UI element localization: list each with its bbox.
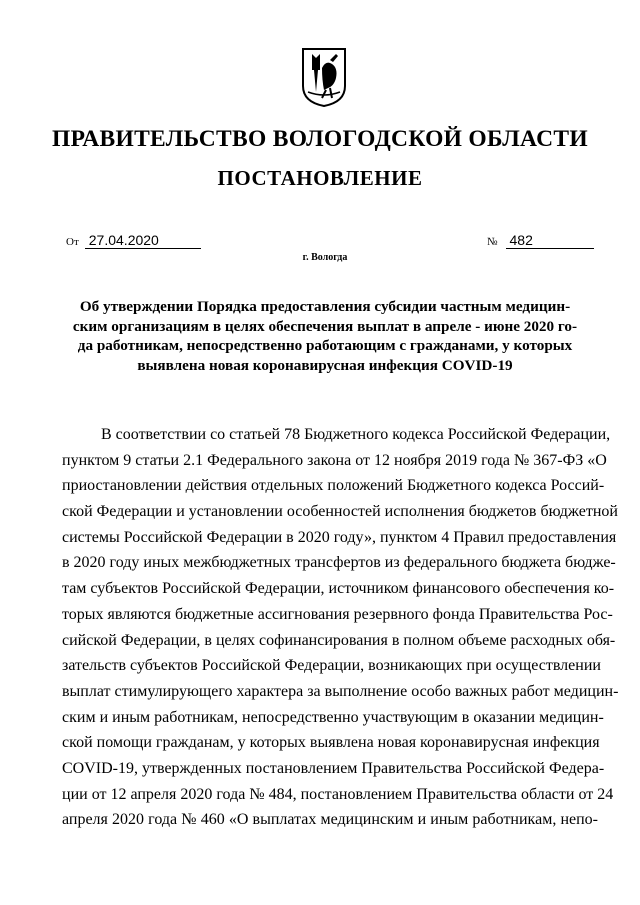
date-label: От bbox=[66, 236, 79, 248]
document-body bbox=[62, 422, 619, 833]
title-line: Об утверждении Порядка предоставления субсидии частным медицин- bbox=[79, 298, 571, 315]
body-line: в 2020 году иных межбюджетных трансфертов из федерального бюджета бюдже- bbox=[62, 554, 616, 572]
organization-title: ПРАВИТЕЛЬСТВО ВОЛОГОДСКОЙ ОБЛАСТИ bbox=[52, 126, 588, 152]
body-line: выплат стимулирующего характера за выполнение особо важных работ медицин- bbox=[62, 682, 619, 700]
body-line: приостановлении действия отдельных положений Бюджетного кодекса Россий- bbox=[62, 477, 605, 495]
body-line: ским и иным работникам, непосредственно участвующим в оказании медицин- bbox=[62, 708, 604, 726]
number-field bbox=[487, 232, 594, 250]
title-line: да работникам, непосредственно работающим с гражданами, у которых bbox=[77, 337, 573, 354]
body-line: там субъектов Российской Федерации, источником финансового обеспечения ко- bbox=[62, 580, 615, 598]
document-type: ПОСТАНОВЛЕНИЕ bbox=[217, 166, 423, 190]
body-line: В соответствии со статьей 78 Бюджетного кодекса Российской Федерации, bbox=[101, 426, 611, 443]
body-line: апреля 2020 года № 460 «О выплатах медицинским и иным работникам, непо- bbox=[62, 811, 598, 829]
body-line: ской помощи гражданам, у которых выявлена новая коронавирусная инфекция bbox=[62, 734, 600, 752]
body-line: зательств субъектов Российской Федерации, возникающих при осуществлении bbox=[62, 657, 601, 675]
document-title bbox=[60, 297, 590, 375]
body-line: ской Федерации и установлении особенностей исполнения бюджетов бюджетной bbox=[62, 503, 618, 521]
number-value: 482 bbox=[506, 232, 594, 249]
title-line: ским организациям в целях обеспечения выплат в апреле - июне 2020 го- bbox=[72, 317, 578, 335]
title-line: выявлена новая коронавирусная инфекция COVID-19 bbox=[137, 356, 513, 374]
number-label: № bbox=[487, 236, 498, 248]
city-label: г. Вологда bbox=[302, 252, 348, 263]
date-value: 27.04.2020 bbox=[85, 232, 201, 249]
body-line: пунктом 9 статьи 2.1 Федерального закона от 12 ноября 2019 года № 367-ФЗ «О bbox=[62, 451, 607, 469]
body-line: сийской Федерации, в целях софинансирования в полном объеме расходных обя- bbox=[62, 631, 616, 649]
body-line: системы Российской Федерации в 2020 году», пунктом 4 Правил предоставления bbox=[62, 528, 617, 546]
body-line: ции от 12 апреля 2020 года № 484, постановлением Правительства области от 24 bbox=[62, 785, 614, 803]
body-line: COVID-19, утвержденных постановлением Правительства Российской Федера- bbox=[62, 759, 605, 777]
body-line: торых являются бюджетные ассигнования резервного фонда Правительства Рос- bbox=[62, 605, 613, 623]
coat-of-arms-emblem bbox=[300, 46, 348, 108]
date-field bbox=[66, 232, 201, 250]
